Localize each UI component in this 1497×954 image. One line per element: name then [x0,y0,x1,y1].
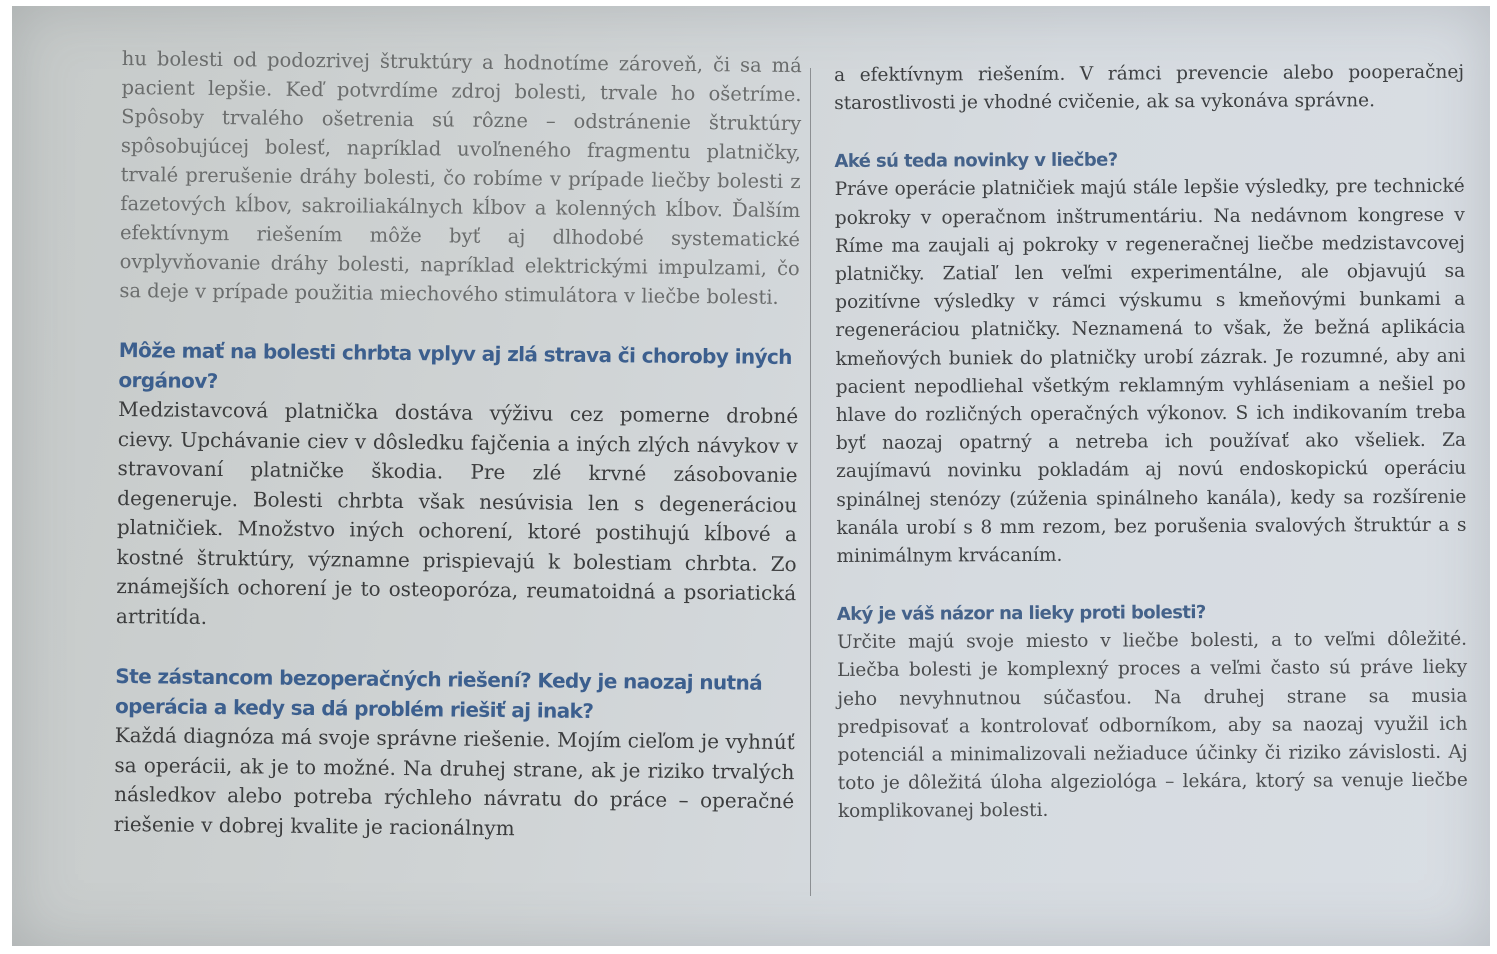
body-paragraph: Určite majú svoje miesto v liečbe bolesti, a to veľmi dôležité. Liečba bolesti je komplexný proces a veľmi často sú práve lieky jeho nevyhnutnou súčasťou. Na druhej strane sa musia predpisovať a kontrolovať odborníkom, aby sa naozaj využil ich potenciál a minimalizovali nežiaduce účinky či riziko závislosti. Aj toto je dôležitá úloha algeziológa – lekára, ktorý sa venuje liečbe komplikovanej bolesti. [836,628,1468,823]
interview-question: Môže mať na bolesti chrbta vplyv aj zlá strava či choroby iných orgánov? [118,337,792,394]
column-divider [810,68,811,896]
interview-question: Aké sú teda novinky v liečbe? [834,149,1118,173]
left-column [113,44,802,946]
body-paragraph: a efektívnym riešením. V rámci prevencie alebo pooperačnej starostlivosti je vhodné cvičenie, ak sa vykonáva správne. [834,61,1465,115]
right-column [834,59,1469,946]
interview-question: Ste zástancom bezoperačných riešení? Kedy je naozaj nutná operácia a kedy sa dá problém riešiť aj inak? [114,663,763,723]
body-paragraph: Práve operácie platničiek majú stále lepšie výsledky, pre technické pokroky v operačnom inštrumentáriu. Na nedávnom kongrese v Ríme ma zaujali aj pokroky v regeneračnej liečbe medzistavcovej platničky. Zatiaľ len veľmi experimentálne, ale objavujú sa pozitívne výsledky v rámci výskumu s kmeňovými bunkami a regeneráciou platničky. Neznamená to však, že bežná aplikácia kmeňových buniek do platničky urobí zázrak. Je rozumné, aby ani pacient nepodliehal všetkým reklamným vyhláseniam a nešiel po hlave do rozličných operačných výkonov. S ich indikovaním treba byť naozaj opatrný a netreba ich používať ako všeliek. Za zaujímavú novinku pokladám aj novú endoskopickú operáciu spinálnej stenózy (zúženia spinálneho kanála), kedy sa rozšírenie kanála urobí s 8 mm rezom, bez porušenia svalových štruktúr a s minimálnym krvácaním. [834,176,1467,568]
magazine-page [12,6,1490,946]
body-paragraph: Každá diagnóza má svoje správne riešenie. Mojím cieľom je vyhnúť sa operácii, ak je to možné. Na druhej strane, ak je riziko trvalých následkov alebo potreba rýchleho návratu do práce – operačné riešenie v dobrej kvalite je racionálnym [113,722,795,840]
body-paragraph: hu bolesti od podozrivej štruktúry a hodnotíme zároveň, či sa má pacient lepšie. Keď potvrdíme zdroj bolesti, trvale ho ošetríme. Spôsoby trvalého ošetrenia sú rôzne – odstránenie štruktúry spôsobujúcej bolesť, napríklad uvoľneného fragmentu platničky, trvalé prerušenie dráhy bolesti, čo robíme v prípade liečby bolesti z fazetových kĺbov, sakroiliakálnych kĺbov a kolenných kĺbov. Ďalším efektívnym riešením môže byť aj dlhodobé systematické ovplyvňovanie dráhy bolesti, napríklad elektrickými impulzami, čo sa deje v prípade použitia miechového stimulátora v liečbe bolesti. [119,46,802,309]
interview-question: Aký je váš názor na lieky proti bolesti? [836,602,1206,626]
body-paragraph: Medzistavcová platnička dostáva výživu cez pomerne drobné cievy. Upchávanie ciev v dôsledku fajčenia a iných zlých návykov v stravovaní platničke škodia. Pre zlé krvné zásobovanie degeneruje. Bolesti chrbta však nesúvisia len s degeneráciou platničiek. Množstvo iných ochorení, ktoré postihujú kĺbové a kostné štruktúry, významne prispievajú k bolestiam chrbta. Zo známejších ochorení je to osteoporóza, reumatoidná a psoriatická artritída. [115,396,799,629]
